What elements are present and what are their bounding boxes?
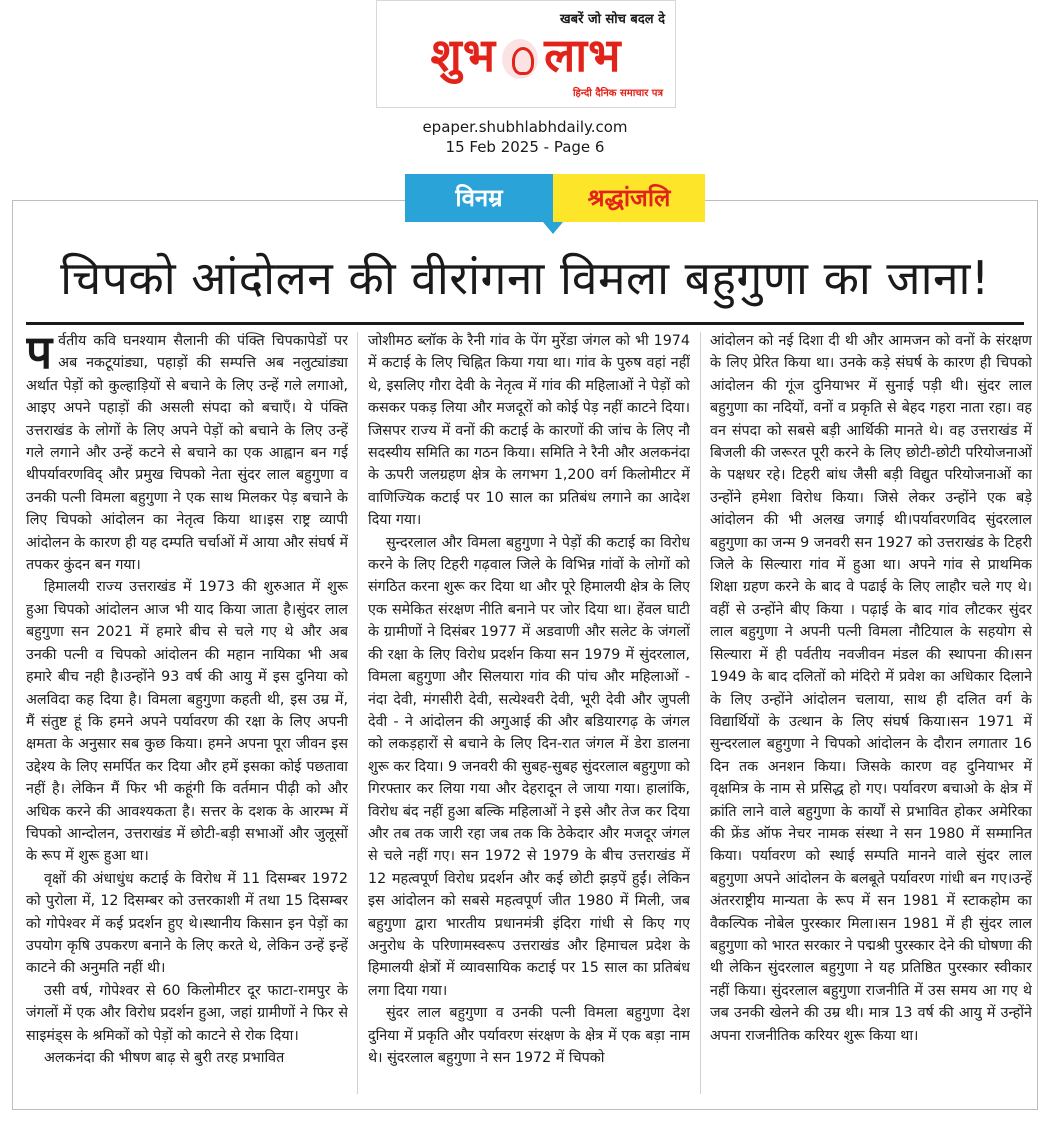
section-tag-right: श्रद्धांजलि	[553, 174, 705, 222]
source-date-page: 15 Feb 2025 - Page 6	[445, 138, 605, 156]
section-tag-left: विनम्र	[405, 174, 553, 222]
article-column-2	[368, 330, 690, 1100]
masthead-subtag: हिन्दी दैनिक समाचार पत्र	[572, 88, 663, 99]
article-column-1	[26, 330, 348, 1100]
paragraph: आंदोलन को नई दिशा दी थी और आमजन को वनों के संरक्षण के लिए प्रेरित किया था। उनके कड़े संघर्ष के कारण ही चिपको आंदोलन की गूंज दुनियाभर में सुनाई पड़ी थी। सुंदर लाल बहुगुणा का नदियों, वनों व प्रकृति से बेहद गहरा नाता रहा। वह वन संपदा को सबसे बड़ी आर्थिकी मानते थे। वह उत्तराखंड में बिजली की जरूरत पूरी करने के लिए छोटी-छोटी परियोजनाओं के पक्षधर रहे। टिहरी बांध जैसी बड़ी विद्युत परियोजनाओं का उन्होंने हमेशा विरोध किया। जिसे लेकर उन्होंने एक बड़े आंदोलन की भी अलख जगाई थी।पर्यावरणविद सुंदरलाल बहुगुणा का जन्म 9 जनवरी सन 1927 को उत्तराखंड के टिहरी जिले के सिल्यारा गांव में हुआ था। अपने गांव से प्राथमिक शिक्षा ग्रहण करने के बाद वे पढाई के लिए लाहौर चले गए थे। वहीं से उन्होंने बीए किया । पढ़ाई के बाद गांव लौटकर सुंदर लाल बहुगुणा ने अपनी पत्नी विमला नौटियाल के सहयोग से सिल्यारा में ही पर्वतीय नवजीवन मंडल की स्थापना की।सन 1949 के बाद दलितों को मंदिरो में प्रवेश का अधिकार दिलाने के लिए उन्होंने आंदोलन चलाया, साथ ही दलित वर्ग के विद्यार्थियों के उत्थान के लिए संघर्ष किया।सन 1971 में सुन्दरलाल बहुगुणा ने चिपको आंदोलन के दौरान लगातार 16 दिन तक अनशन किया। जिसके कारण वह दुनियाभर में वृक्षमित्र के नाम से प्रसिद्ध हो गए। पर्यावरण बचाओ के क्षेत्र में क्रांति लाने वाले बहुगुणा के कार्यों से प्रभावित होकर अमेरिका की फ्रेंड ऑफ नेचर नामक संस्था ने सन 1980 में सम्मानित किया। पर्यावरण को स्थाई सम्पति मानने वाले सुंदर लाल बहुगुणा अपने आंदोलन के बलबूते पर्यावरण गांधी बन गए।उन्हें अंतरराष्ट्रीय मान्यता के रूप में सन 1981 में स्टाकहोम का वैकल्पिक नोबेल पुरस्कार मिला।सन 1981 में ही सुंदर लाल बहुगुणा को भारत सरकार ने पद्मश्री पुरस्कार देने की घोषणा की थी लेकिन सुंदरलाल बहुगुणा ने यह प्रतिष्ठित पुरस्कार स्वीकार नहीं किया। सुंदरलाल बहुगुणा राजनीति में उस समय आ गए थे जब उनकी खेलने की उम्र थी। मात्र 13 वर्ष की आयु में उन्होंने अपना राजनीतिक करियर शुरू किया था।	[710, 333, 1032, 1044]
paragraph: सुंदर लाल बहुगुणा व उनकी पत्नी विमला बहुगुणा देश दुनिया में प्रकृति और पर्यावरण संरक्षण के क्षेत्र में एक बड़ा नाम थे। सुंदरलाल बहुगुणा ने सन 1972 में चिपको	[368, 1005, 690, 1066]
drop-cap: प	[26, 330, 53, 379]
logo-right-word: लाभ	[544, 28, 622, 82]
paragraph	[26, 330, 348, 576]
paragraph: उसी वर्ष, गोपेश्वर से 60 किलोमीटर दूर फाटा-रामपुर के जंगलों में एक और विरोध प्रदर्शन हुआ, जहां ग्रामीणों ने फिर से साइमंड्स के श्रमिकों को पेड़ों को काटने से रोक दिया।	[26, 982, 348, 1044]
column-divider	[700, 332, 701, 1094]
ganesha-icon	[502, 39, 538, 79]
article-headline: चिपको आंदोलन की वीरांगना विमला बहुगुणा का जाना!	[60, 251, 990, 305]
paragraph: वृक्षों की अंधाधुंध कटाई के विरोध में 11 दिसम्बर 1972 को पुरोला में, 12 दिसम्बर को उत्तरकाशी में तथा 15 दिसम्बर को गोपेश्वर में कई प्रदर्शन हुए थे।स्थानीय किसान इन पेड़ों का उपयोग कृषि उपकरण बनाने के लिए करते थे, लेकिन उन्हें इन्हें काटने की अनुमति नहीं थी।	[26, 870, 348, 977]
article-column-3	[710, 330, 1032, 1100]
paragraph: अलकनंदा की भीषण बाढ़ से बुरी तरह प्रभावित	[44, 1050, 285, 1066]
paragraph: हिमालयी राज्य उत्तराखंड में 1973 की शुरुआत में शुरू हुआ चिपको आंदोलन आज भी याद किया जाता है।सुंदर लाल बहुगुणा सन 2021 में हमारे बीच से चले गए थे और अब उनकी पत्नी व चिपको आंदोलन की महान नायिका भी अब हमारे बीच नही है।उन्होंने 93 वर्ष की आयु में इस दुनिया को अलविदा कह दिया है। विमला बहुगुणा कहती थी, इस उम्र में, मैं संतुष्ट हूं कि हमने अपने पर्यावरण की रक्षा के लिए अपनी क्षमता के अनुसार सब कुछ किया। हमने अपना पूरा जीवन इस उद्देश्य के लिए समर्पित कर दिया और हमें इसका कोई पछतावा नहीं है। लेकिन मैं फिर भी कहूंगी कि वर्तमान पीढ़ी को और अधिक करने की आवश्यकता है। सत्तर के दशक के आरम्भ में चिपको आन्दोलन, उत्तराखंड में छोटी-बड़ी सभाओं और जुलूसों के रूप में शुरू हुआ था।	[26, 579, 348, 865]
headline-rule	[26, 322, 1024, 325]
masthead-logo[interactable]	[376, 0, 676, 108]
tag-pointer	[543, 222, 563, 234]
logo-left-word: शुभ	[430, 28, 497, 82]
paragraph: सुन्दरलाल और विमला बहुगुणा ने पेड़ों की कटाई का विरोध करने के लिए टिहरी गढ़वाल जिले के विभिन्न गांवों के लोगों को संगठित करना शुरू कर दिया था और पूरे हिमालयी क्षेत्र के लिए एक समेकित संरक्षण नीति बनाने पर जोर दिया था। हेंवल घाटी के ग्रामीणों ने दिसंबर 1977 में अडवाणी और सलेट के जंगलों की रक्षा के लिए विरोध प्रदर्शन किया सन 1979 में सुंदरलाल, विमला बहुगुणा और सिलयारा गांव की पांच और महिलाओं - नंदा देवी, मंगसीरी देवी, सत्येश्वरी देवी, भूरी देवी और जुपली देवी - ने आंदोलन की अगुआई की और बडियारगढ़ के जंगल को लकड़हारों से बचाने के लिए दिन-रात जंगल में डेरा डालना शुरू कर दिया। 9 जनवरी की सुबह-सुबह सुंदरलाल बहुगुणा को गिरफ्तार कर लिया गया और देहरादून ले जाया गया। हालांकि, विरोध बंद नहीं हुआ बल्कि महिलाओं ने इसे और तेज कर दिया और तब तक जारी रहा जब तक कि ठेकेदार और मजदूर जंगल से चले नहीं गए। सन 1972 से 1979 के बीच उत्तराखंड में 12 महत्वपूर्ण विरोध प्रदर्शन और कई छोटी झड़पें हुईं। लेकिन इस आंदोलन को सबसे महत्वपूर्ण जीत 1980 में मिली, जब बहुगुणा द्वारा भारतीय प्रधानमंत्री इंदिरा गांधी से किए गए अनुरोध के परिणामस्वरूप उत्तराखंड और हिमाचल प्रदेश के हिमालयी क्षेत्रों में व्यावसायिक कटाई पर 15 साल का प्रतिबंध लगा दिया गया।	[368, 534, 690, 999]
masthead-tagline: खबरें जो सोच बदल दे	[560, 12, 665, 27]
logo-wordmark	[377, 23, 675, 85]
source-url[interactable]: epaper.shubhlabhdaily.com	[422, 118, 628, 136]
paragraph-text: र्वतीय कवि घनश्याम सैलानी की पंक्ति चिपकापेडों पर अब नकटूयांड्या, पहाड़ों की सम्पत्ति अब नलुट्यांड्या अर्थात पेड़ों को कुल्हाड़ियों से बचाने के लिए उन्हें गले लगाओ, आइए अपने पहाड़ों की असली संपदा को बचाएँ। ये पंक्ति उत्तराखंड के लोगों के लिए अपने पेड़ों को बचाने के लिए उन्हें गले लगाने और उन्हें कटने से बचाने का एक आह्वान बन गई थीपर्यावरणविद् और प्रमुख चिपको नेता सुंदर लाल बहुगुणा व उनकी पत्नी विमला बहुगुणा ने एक साथ मिलकर पेड़ बचाने के लिए चिपको आंदोलन का नेतृत्व किया था।इस राष्ट्र व्यापी आंदोलन के कारण ही यह दम्पति चर्चाओं में आया और संघर्ष में तपकर कुंदन बन गया।	[26, 333, 348, 574]
paragraph: जोशीमठ ब्लॉक के रैनी गांव के पेंग मुरेंडा जंगल को भी 1974 में कटाई के लिए चिह्नित किया गया था। गांव के पुरुष वहां नहीं थे, इसलिए गौरा देवी के नेतृत्व में गांव की महिलाओं ने पेड़ों को कसकर पकड़ लिया और मजदूरों को कोई पेड़ नहीं काटने दिया। जिसपर राज्य में वनों की कटाई के कारणों की जांच के लिए नौ सदस्यीय समिति का गठन किया। समिति ने रैनी और अलकनंदा के ऊपरी जलग्रहण क्षेत्र के लगभग 1,200 वर्ग किलोमीटर में वाणिज्यिक कटाई पर 10 साल का प्रतिबंध लगाने का आदेश दिया गया।	[368, 333, 690, 529]
column-divider	[357, 332, 358, 1094]
